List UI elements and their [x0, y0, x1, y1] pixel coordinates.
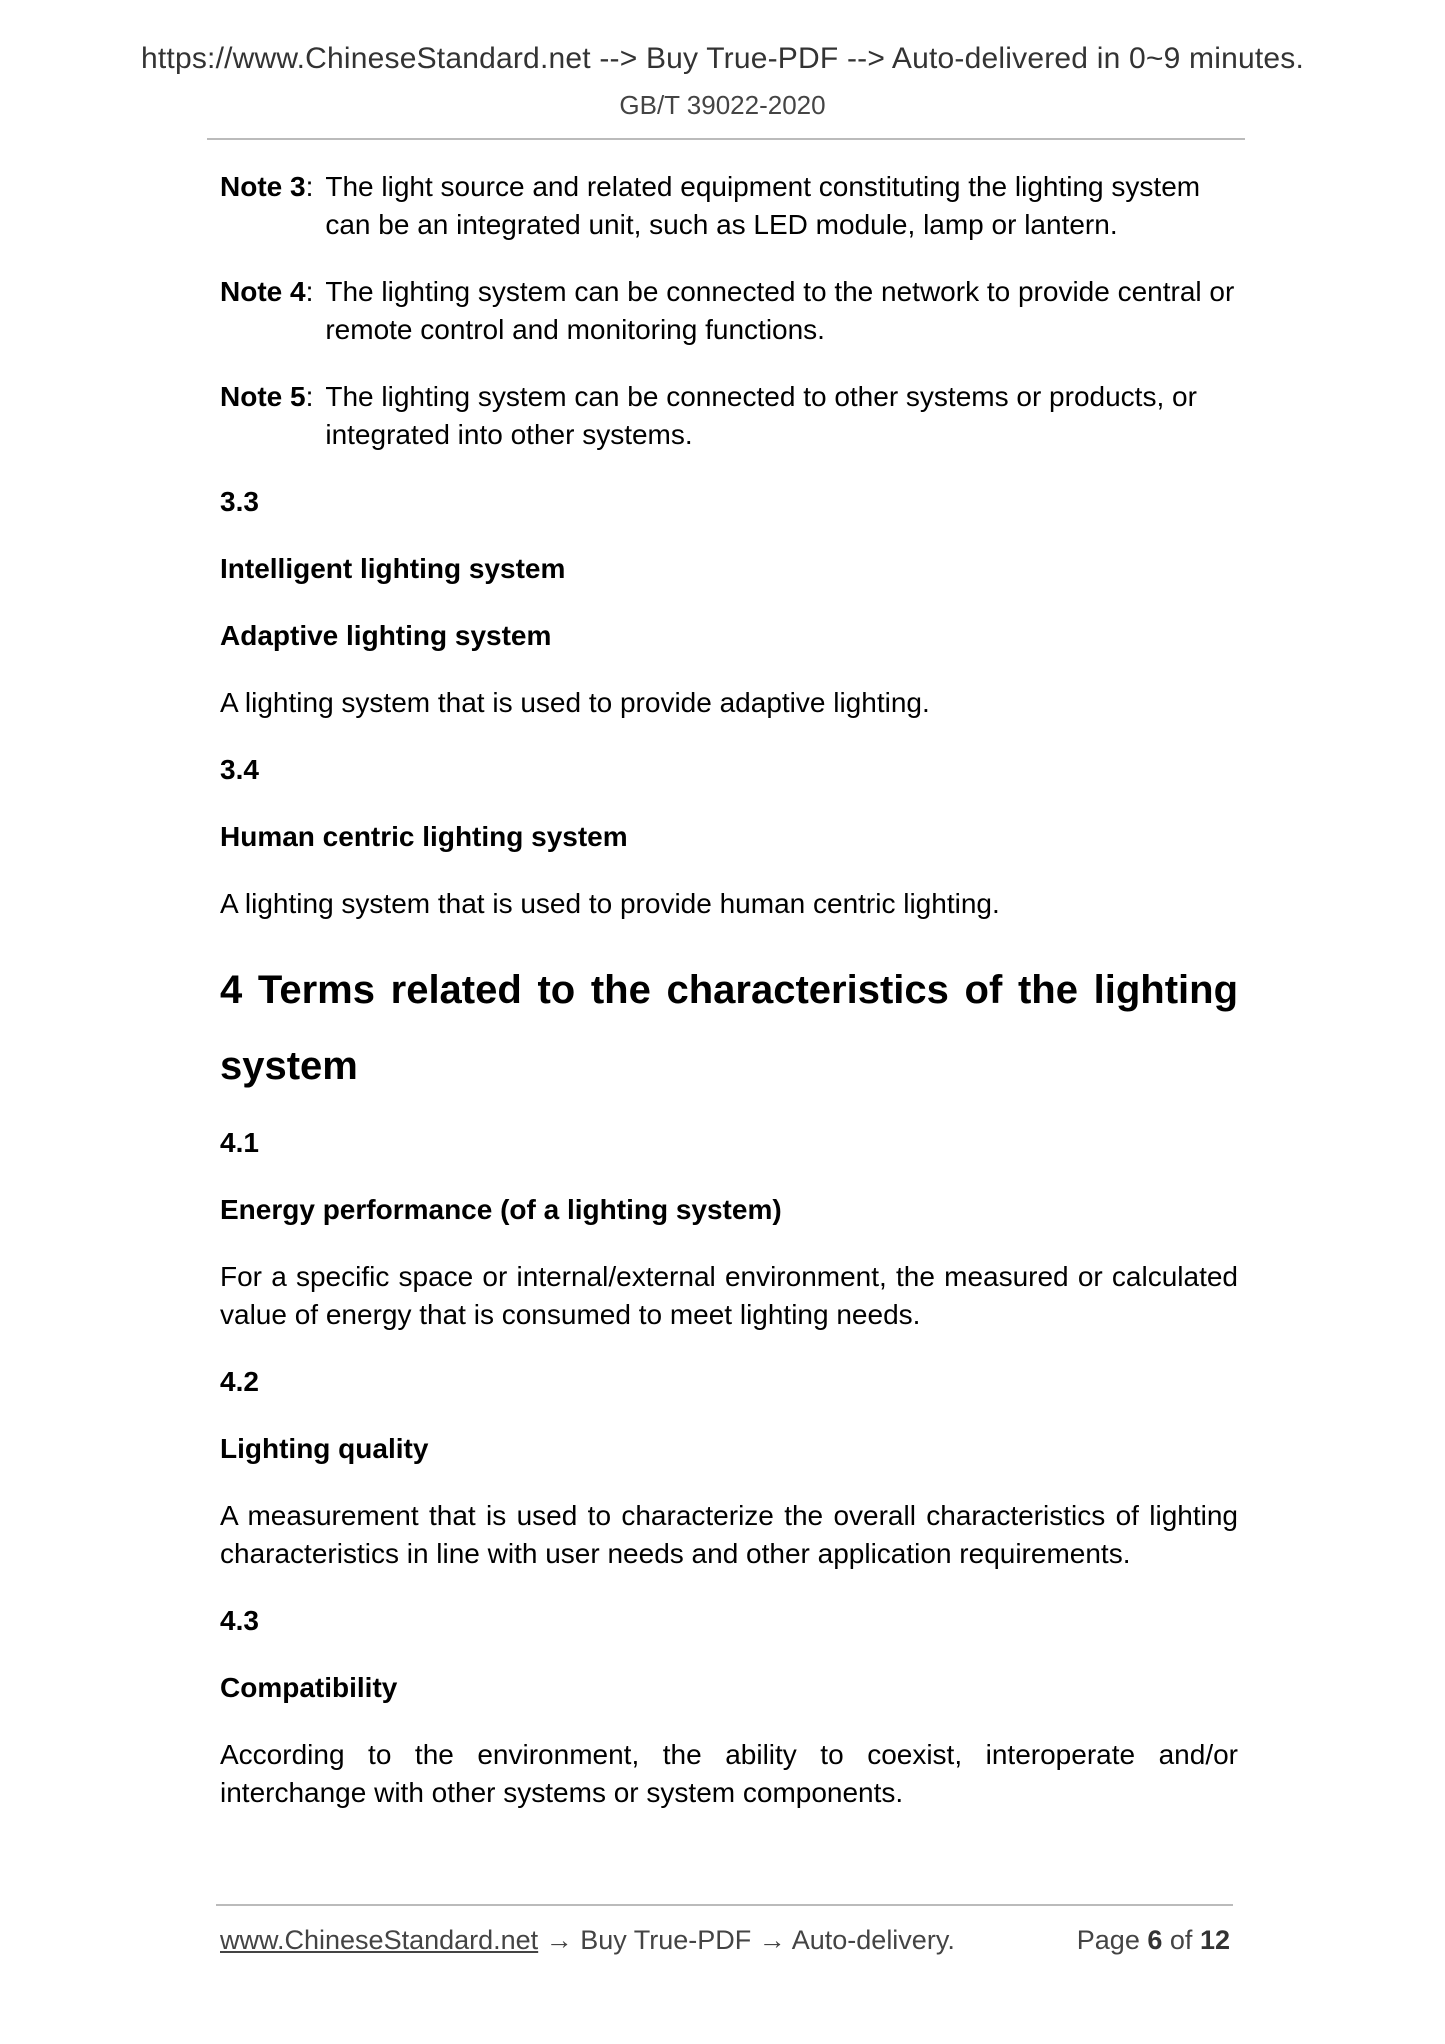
note-5 [220, 378, 1238, 454]
clause-4-2-definition: A measurement that is used to characterize the overall characteristics of lighting characteristics in line with user needs and other application requirements. [220, 1500, 1238, 1569]
current-page: 6 [1147, 1925, 1163, 1955]
note-label: Note 4: [220, 276, 314, 307]
header-url-line: https://www.ChineseStandard.net --> Buy True-PDF --> Auto-delivered in 0~9 minutes. [141, 42, 1304, 75]
clause-4-3-definition: According to the environment, the ability to coexist, interoperate and/or interchange with other systems or system components. [220, 1739, 1238, 1808]
note-3-text: The light source and related equipment constituting the lighting system can be an integrated unit, such as LED module, lamp or lantern. [325, 171, 1201, 240]
note-4 [220, 273, 1238, 349]
clause-4-2-number: 4.2 [220, 1366, 259, 1397]
footer-tagline: → Buy True-PDF → Auto-delivery. [538, 1925, 955, 1955]
document-body [220, 168, 1238, 1841]
clause-4-1-number: 4.1 [220, 1127, 259, 1158]
clause-3-3-number: 3.3 [220, 486, 259, 517]
page-indicator [1077, 1925, 1230, 1956]
footer-site-link[interactable]: www.ChineseStandard.net [220, 1925, 539, 1955]
clause-4-2-term: Lighting quality [220, 1433, 429, 1464]
clause-4-1-definition: For a specific space or internal/external environment, the measured or calculated value of energy that is consumed to meet lighting needs. [220, 1261, 1238, 1330]
header-standard-number: GB/T 39022-2020 [619, 90, 826, 120]
note-label: Note 3: [220, 171, 314, 202]
clause-4-3-term: Compatibility [220, 1672, 398, 1703]
note-5-label: Note 5 [220, 381, 306, 412]
clause-4-1-term: Energy performance (of a lighting system) [220, 1194, 782, 1225]
note-4-text: The lighting system can be connected to the network to provide central or remote control and monitoring functions. [325, 276, 1235, 345]
total-pages: 12 [1199, 1925, 1230, 1955]
note-3 [220, 168, 1238, 244]
clause-3-4-number: 3.4 [220, 754, 259, 785]
page-word: Page [1076, 1925, 1140, 1955]
clause-3-4-definition: A lighting system that is used to provide human centric lighting. [220, 888, 1000, 919]
section-4-title: 4 Terms related to the characteristics of the lighting system [220, 968, 1238, 1088]
note-label: Note 5: [220, 381, 314, 412]
note-3-label: Note 3 [220, 171, 306, 202]
footer-divider [216, 1904, 1233, 1906]
note-5-text: The lighting system can be connected to other systems or products, or integrated into other systems. [325, 381, 1197, 450]
clause-3-4-term: Human centric lighting system [220, 821, 628, 852]
clause-4-3-number: 4.3 [220, 1605, 259, 1636]
header-divider [207, 138, 1245, 140]
clause-3-3-definition: A lighting system that is used to provide adaptive lighting. [220, 687, 930, 718]
clause-3-3-term: Intelligent lighting system [220, 553, 566, 584]
of-word: of [1169, 1925, 1193, 1955]
note-4-label: Note 4 [220, 276, 306, 307]
page-footer [220, 1925, 1230, 1956]
clause-3-3-alt-term: Adaptive lighting system [220, 620, 552, 651]
footer-promo [220, 1925, 955, 1956]
